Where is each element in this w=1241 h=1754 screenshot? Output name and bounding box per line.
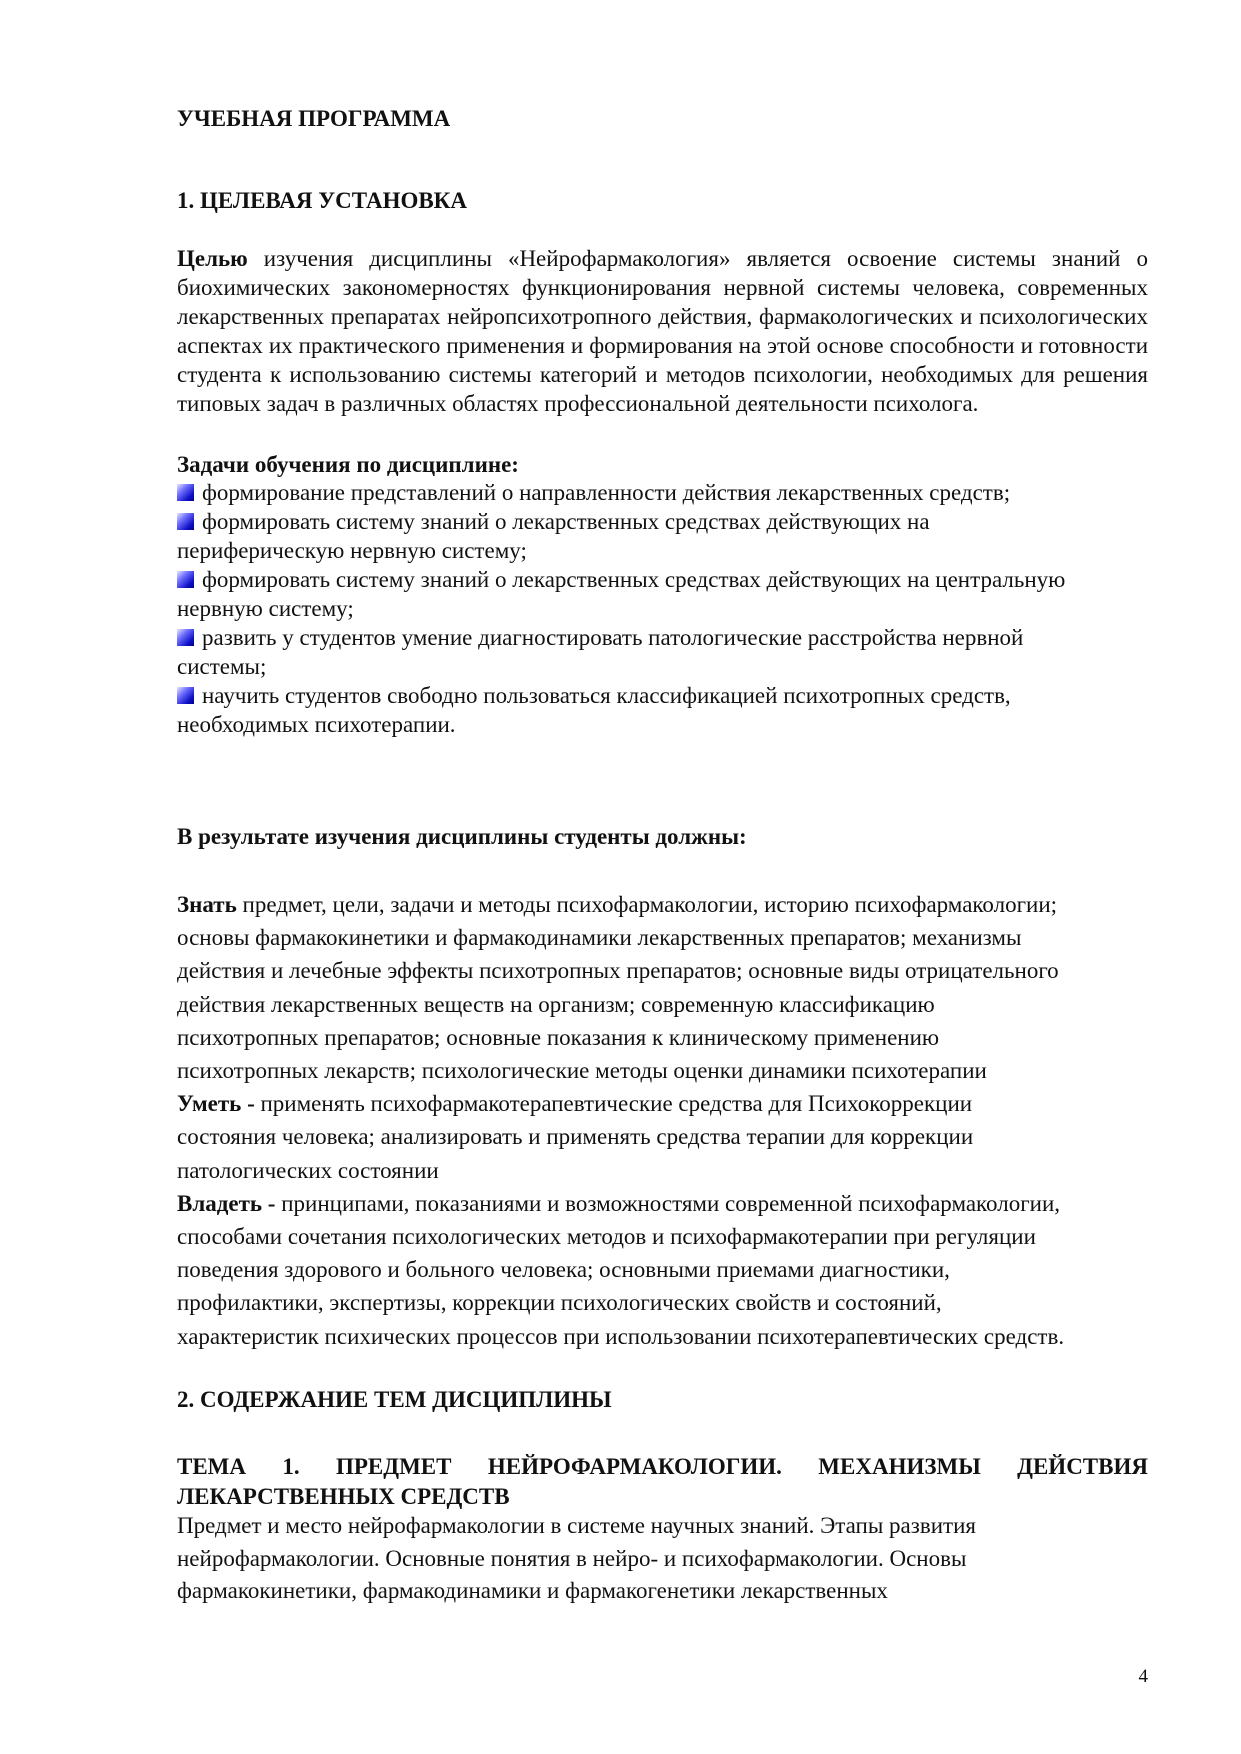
know-lead: Знать — [177, 892, 237, 917]
task-item-continuation: периферическую нервную систему; — [177, 538, 527, 563]
know-line: действия лекарственных веществ на организм; современную классификацию — [177, 991, 935, 1017]
task-item-continuation: системы; — [177, 654, 267, 679]
task-item-continuation: необходимых психотерапии. — [177, 712, 456, 737]
square-bullet-icon — [177, 629, 194, 646]
topic-1-line: Предмет и место нейрофармакологии в системе научных знаний. Этапы развития — [177, 1513, 976, 1538]
topic-1-body — [177, 1510, 1148, 1608]
goal-text: изучения дисциплины «Нейрофармакология» является освоение системы знаний о биохимических закономерностях функционирования нервной системы человека, современных лекарственных препаратах нейропсихотропного действия, фармакологических и психологических аспектах их практического применения и формирования на этой основе способности и готовности студента к использованию системы категорий и методов психологии, необходимых для решения типовых задач в различных областях профессиональной деятельности психолога. — [177, 246, 1148, 416]
own-line: характеристик психических процессов при использовании психотерапевтических средств. — [177, 1323, 1065, 1349]
square-bullet-icon — [177, 687, 194, 704]
task-item: научить студентов свободно пользоваться классификацией психотропных средств, — [177, 681, 1148, 710]
task-item: развить у студентов умение диагностировать патологические расстройства нервной — [177, 623, 1148, 652]
document-title: УЧЕБНАЯ ПРОГРАММА — [177, 106, 451, 131]
tasks-heading: Задачи обучения по дисциплине: — [177, 452, 519, 477]
own-line: Владеть - принципами, показаниями и возможностями современной психофармакологии, — [177, 1190, 1061, 1216]
can-line: патологических состоянии — [177, 1157, 439, 1183]
results-heading: В результате изучения дисциплины студенты должны: — [177, 824, 747, 849]
know-line: действия и лечебные эффекты психотропных препаратов; основные виды отрицательного — [177, 958, 1059, 984]
task-item: формировать систему знаний о лекарственных средствах действующих на центральную — [177, 565, 1148, 594]
goal-paragraph — [177, 244, 1148, 418]
square-bullet-icon — [177, 484, 194, 501]
can-lead: Уметь - — [177, 1091, 255, 1117]
can-line: Уметь - применять психофармакотерапевтические средства для Психокоррекции — [177, 1091, 973, 1117]
topic-1-line: нейрофармакологии. Основные понятия в нейро- и психофармакологии. Основы — [177, 1545, 967, 1571]
own-line: поведения здорового и больного человека; основными приемами диагностики, — [177, 1257, 950, 1283]
task-item: формировать систему знаний о лекарственных средствах действующих на — [177, 507, 1148, 536]
task-item: формирование представлений о направленности действия лекарственных средств; — [177, 478, 1148, 507]
page-number: 4 — [1138, 1666, 1148, 1687]
know-line: психотропных лекарств; психологические методы оценки динамики психотерапии — [177, 1058, 987, 1084]
square-bullet-icon — [177, 513, 194, 530]
own-line: профилактики, экспертизы, коррекции психологических свойств и состояний, — [177, 1290, 942, 1316]
section-1-heading: 1. ЦЕЛЕВАЯ УСТАНОВКА — [177, 188, 467, 213]
results-block — [177, 888, 1148, 1353]
topic-1-line: фармакокинетики, фармакодинамики и фармакогенетики лекарственных — [177, 1578, 888, 1603]
own-lead: Владеть - — [177, 1190, 276, 1216]
goal-lead: Целью — [177, 246, 248, 271]
tasks-list — [177, 478, 1148, 739]
topic-1-title: ТЕМА 1. ПРЕДМЕТ НЕЙРОФАРМАКОЛОГИИ. МЕХАНИЗМЫ ДЕЙСТВИЯ ЛЕКАРСТВЕННЫХ СРЕДСТВ — [177, 1454, 1148, 1509]
section-2-heading: 2. СОДЕРЖАНИЕ ТЕМ ДИСЦИПЛИНЫ — [177, 1387, 612, 1412]
task-item-continuation: нервную систему; — [177, 596, 354, 621]
know-line: психотропных препаратов; основные показания к клиническому применению — [177, 1024, 940, 1050]
own-line: способами сочетания психологических методов и психофармакотерапии при регуляции — [177, 1224, 1036, 1250]
square-bullet-icon — [177, 571, 194, 588]
can-line: состояния человека; анализировать и применять средства терапии для коррекции — [177, 1124, 974, 1150]
know-line: основы фармакокинетики и фармакодинамики лекарственных препаратов; механизмы — [177, 925, 1022, 951]
know-line: Знать предмет, цели, задачи и методы психофармакологии, историю психофармакологии; — [177, 892, 1058, 917]
document-page — [177, 0, 1148, 1754]
